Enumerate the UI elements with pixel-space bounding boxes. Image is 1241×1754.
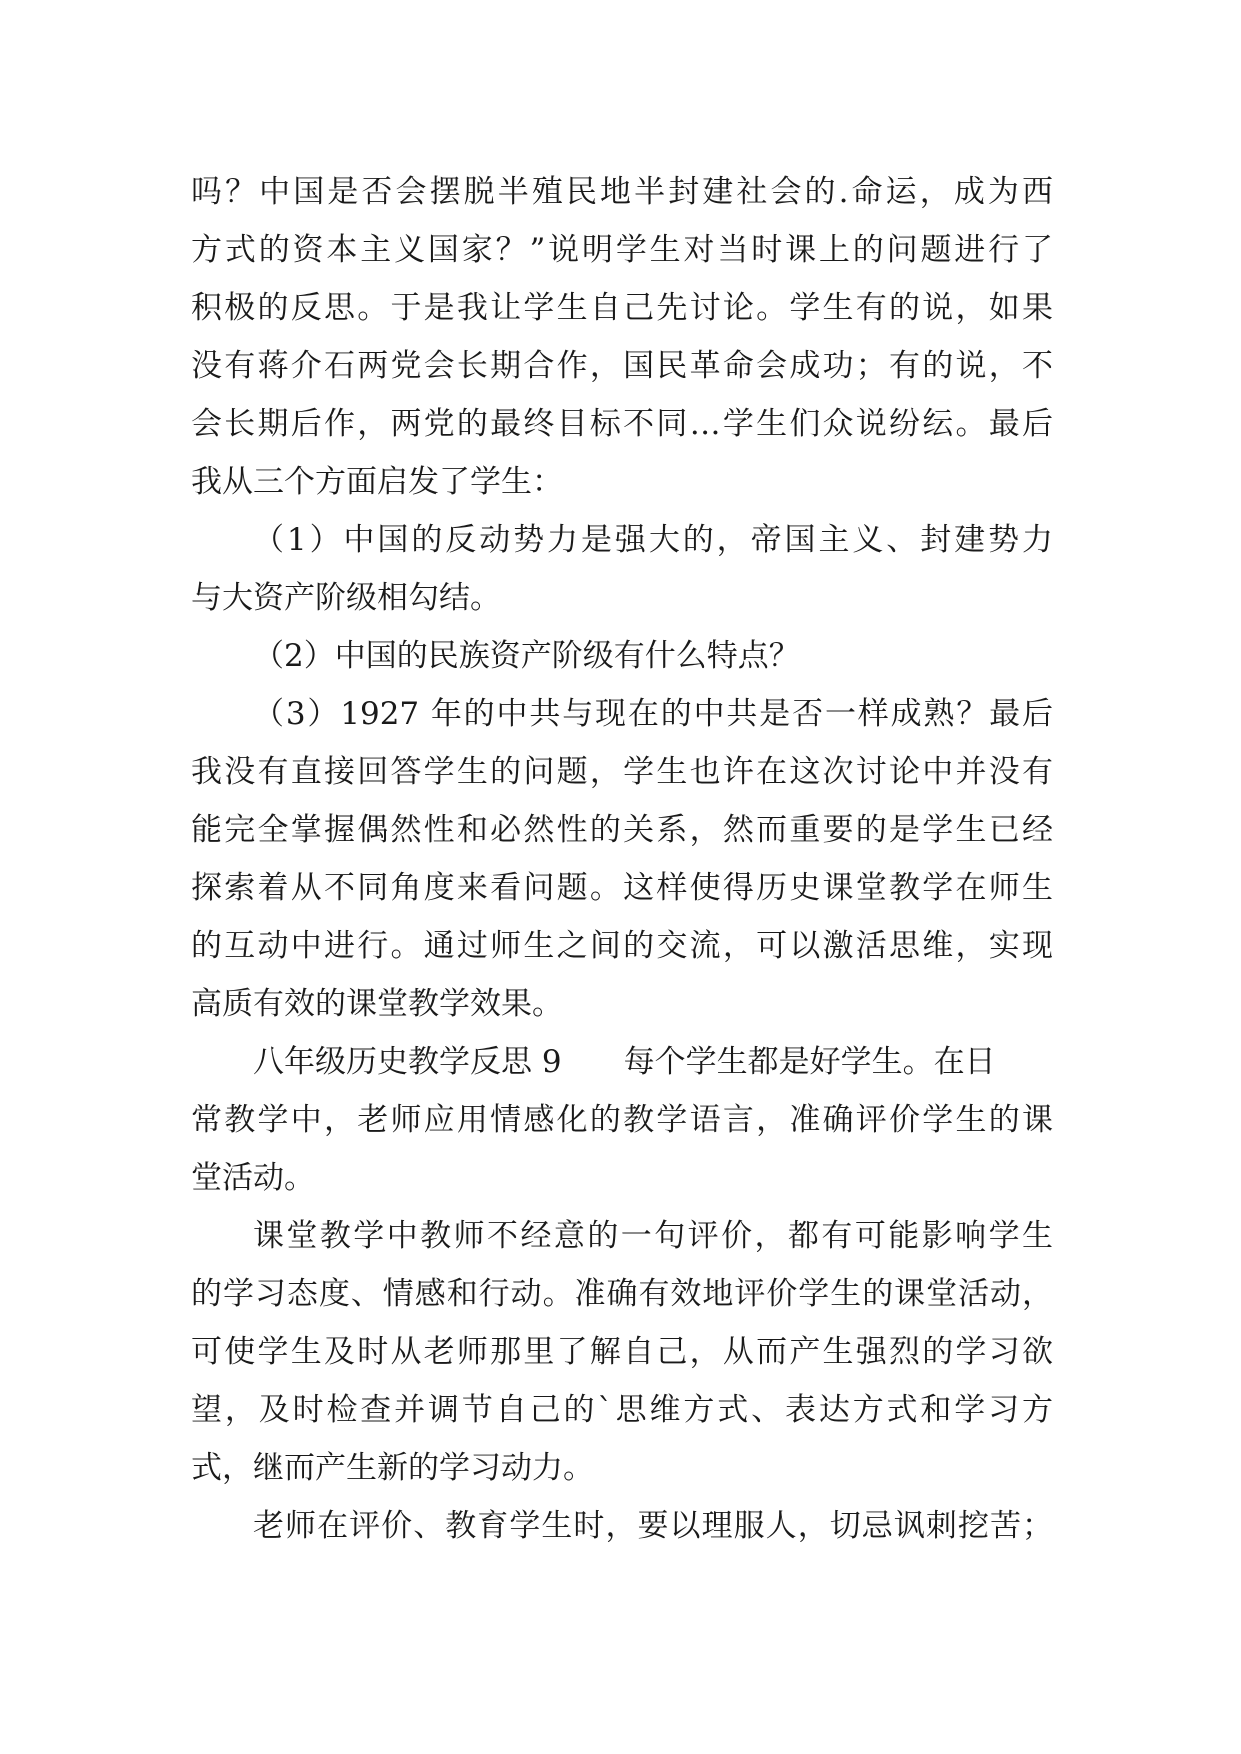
- section-heading-line: [191, 1033, 1053, 1091]
- text-line: 高质有效的课堂教学效果。: [191, 986, 563, 1022]
- text-line: 我从三个方面启发了学生：: [191, 464, 563, 500]
- text-line: 方式的资本主义国家？”说明学生对当时课上的问题进行了: [191, 232, 1053, 268]
- text-line: 常教学中，老师应用情感化的教学语言，准确评价学生的课: [191, 1102, 1053, 1138]
- text-line: 望，及时检查并调节自己的`思维方式、表达方式和学习方: [191, 1392, 1053, 1428]
- text-line: 能完全掌握偶然性和必然性的关系，然而重要的是学生已经: [191, 812, 1053, 848]
- text-line: 吗？中国是否会摆脱半殖民地半封建社会的.命运，成为西: [191, 174, 1053, 210]
- text-line: 老师在评价、教育学生时，要以理服人，切忌讽刺挖苦；: [253, 1508, 1053, 1544]
- text-line: 积极的反思。于是我让学生自己先讨论。学生有的说，如果: [191, 290, 1053, 326]
- text-line: 式，继而产生新的学习动力。: [191, 1450, 594, 1486]
- text-line: 课堂教学中教师不经意的一句评价，都有可能影响学生: [253, 1218, 1053, 1254]
- text-line: 探索着从不同角度来看问题。这样使得历史课堂教学在师生: [191, 870, 1053, 906]
- text-line: 的互动中进行。通过师生之间的交流，可以激活思维，实现: [191, 928, 1053, 964]
- text-line: 的学习态度、情感和行动。准确有效地评价学生的课堂活动，: [191, 1276, 1053, 1312]
- text-line: 没有蒋介石两党会长期合作，国民革命会成功；有的说，不: [191, 348, 1053, 384]
- text-line: （2）中国的民族资产阶级有什么特点？: [253, 638, 800, 674]
- text-line: 堂活动。: [191, 1160, 315, 1196]
- body-text: [191, 163, 1053, 1555]
- text-line: 可使学生及时从老师那里了解自己，从而产生强烈的学习欲: [191, 1334, 1053, 1370]
- text-line: （3）1927 年的中共与现在的中共是否一样成熟？最后: [253, 696, 1053, 732]
- heading-continuation: 每个学生都是好学生。在日: [623, 1044, 996, 1080]
- text-line: 与大资产阶级相勾结。: [191, 580, 501, 616]
- text-line: 我没有直接回答学生的问题，学生也许在这次讨论中并没有: [191, 754, 1053, 790]
- text-line: 会长期后作，两党的最终目标不同…学生们众说纷纭。最后: [191, 406, 1053, 442]
- section-heading: 八年级历史教学反思 9: [253, 1044, 562, 1080]
- text-line: （1）中国的反动势力是强大的，帝国主义、封建势力: [253, 522, 1053, 558]
